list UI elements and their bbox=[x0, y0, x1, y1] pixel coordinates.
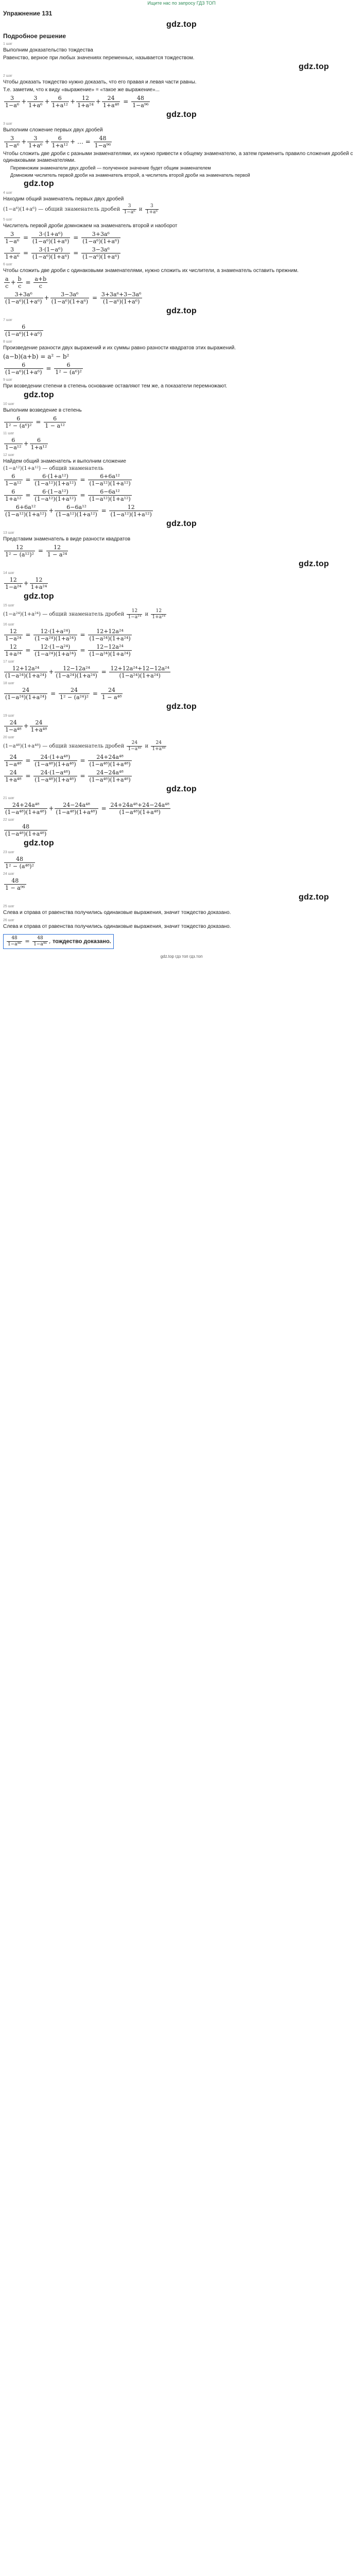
identity-formula: $\frac{3}{\text{1−a⁶}}$ + $\frac{3}{\text{1+a⁶}}$ + $\frac{6}{\text{1+a¹²}}$ + $\frac{12}{\text{1+a²⁴}}$ + $\frac{24}{\text{1+a⁴⁸}}$ = $\frac{48}{\text{1−a⁹⁶}}$ bbox=[5, 95, 149, 109]
step-14 bbox=[3, 571, 360, 601]
formula: $\frac{12}{\text{1+a²⁴}}$ = $\frac{\text{12·(1−a²⁴)}}{\text{(1−a²⁴)(1+a²⁴)}}$ = $\frac{\text{12−12a²⁴}}{\text{(1−a²⁴)(1+a²⁴)}}$ bbox=[5, 643, 131, 657]
step-label: 22 шаг bbox=[3, 818, 14, 822]
exercise-title: Упражнение 131 bbox=[3, 10, 53, 17]
step-text: Представим знаменатель в виде разности квадратов bbox=[3, 536, 131, 542]
answer-tail: тождество доказано. bbox=[52, 938, 111, 945]
step-9 bbox=[3, 378, 360, 400]
step-label: 4 шаг bbox=[3, 191, 12, 195]
step-label: 24 шаг bbox=[3, 872, 14, 876]
formula: $\frac{12}{\text{1² − (a¹²)²}}$ = $\frac{12}{\text{1 − a²⁴}}$ bbox=[5, 544, 67, 558]
watermark: gdz.top bbox=[299, 62, 329, 71]
formula: $\frac{24}{\text{(1−a²⁴)(1+a²⁴)}}$ = $\frac{24}{\text{1² − (a²⁴)²}}$ = $\frac{24}{\text{1 − a⁴⁸}}$ bbox=[5, 687, 122, 701]
formula: (1−a⁶)(1+a⁶) — общий знаменатель дробей $\frac{3}{\text{1−a⁶}}$ и $\frac{3}{\text{1+a⁶}}$ bbox=[3, 204, 158, 215]
watermark: gdz.top bbox=[166, 702, 197, 711]
formula: $\frac{3}{\text{1−a⁶}}$ = $\frac{\text{3·(1+a⁶)}}{\text{(1−a⁶)(1+a⁶)}}$ = $\frac{\text{3+3a⁶}}{\text{(1−a⁶)(1+a⁶)}}$ bbox=[5, 231, 119, 245]
step-label: 12 шаг bbox=[3, 453, 14, 457]
watermark: gdz.top bbox=[24, 179, 54, 188]
watermark: gdz.top bbox=[24, 592, 54, 601]
formula: $\frac{6}{\text{(1−a⁶)(1+a⁶)}}$ bbox=[5, 324, 42, 337]
formula: $\frac{24}{\text{1−a⁴⁸}}$ + $\frac{24}{\text{1+a⁴⁸}}$ bbox=[5, 719, 47, 733]
step-21 bbox=[3, 796, 360, 816]
step-19 bbox=[3, 714, 360, 733]
solution-content bbox=[0, 10, 363, 959]
step-16 bbox=[3, 623, 360, 657]
step-label: 5 шаг bbox=[3, 218, 12, 222]
formula: (a−b)(a+b) = a² − b² bbox=[3, 353, 70, 360]
formula: $\frac{48}{\text{1 − a⁹⁶}}$ bbox=[5, 877, 25, 891]
watermark: gdz.top bbox=[24, 391, 54, 399]
definition: Равенство, верное при любых значениях переменных, называется тождеством. bbox=[3, 55, 195, 61]
step-7 bbox=[3, 318, 360, 337]
formula: $\frac{3}{\text{1+a⁶}}$ = $\frac{\text{3·(1−a⁶)}}{\text{(1−a⁶)(1+a⁶)}}$ = $\frac{\text{3−3a⁶}}{\text{(1−a⁶)(1+a⁶)}}$ bbox=[5, 246, 119, 260]
step-label: 26 шаг bbox=[3, 919, 14, 922]
step-label: 11 шаг bbox=[3, 432, 14, 435]
watermark: gdz.top bbox=[166, 307, 197, 315]
formula: $\frac{3}{\text{1−a⁶}}$ + $\frac{3}{\text{1+a⁶}}$ + $\frac{6}{\text{1+a¹²}}$ + … = $\frac{48}{\text{1−a⁹⁶}}$ bbox=[5, 135, 111, 149]
step-8 bbox=[3, 340, 360, 376]
step-label: 10 шаг bbox=[3, 402, 14, 406]
step-text: Выполним доказательство тождества bbox=[3, 47, 93, 53]
step-18 bbox=[3, 682, 360, 711]
bullet: Домножим числитель первой дроби на знаменатель второй, а числитель второй дроби на знаменатель первой bbox=[10, 173, 250, 178]
step-rule: Чтобы сложить две дроби с одинаковыми знаменателями, нужно сложить их числители, а знаменатель оставить прежним. bbox=[3, 268, 299, 274]
watermark: gdz.top bbox=[166, 519, 197, 528]
step-label: 14 шаг bbox=[3, 571, 14, 575]
formula: $\frac{48}{\text{1² − (a⁴⁸)²}}$ bbox=[5, 856, 34, 870]
step-rule: Произведение разности двух выражений и их суммы равно разности квадратов этих выражений. bbox=[3, 345, 236, 351]
formula: $\frac{\text{12+12a²⁴}}{\text{(1−a²⁴)(1+a²⁴)}}$ + $\frac{\text{12−12a²⁴}}{\text{(1−a²⁴)(1+a²⁴)}}$ = $\frac{\text{12+12a²⁴+12−12a²⁴}}{\text{(1−a²⁴)(1+a²⁴)}}$ bbox=[5, 665, 169, 679]
formula: $\frac{6}{\text{1−a¹²}}$ + $\frac{6}{\text{1+a¹²}}$ bbox=[5, 437, 47, 451]
step-label: 16 шаг bbox=[3, 623, 14, 626]
step-2 bbox=[3, 74, 360, 120]
formula: $\frac{6}{\text{1² − (a⁶)²}}$ = $\frac{6}{\text{1 − a¹²}}$ bbox=[5, 415, 65, 429]
step-label: 20 шаг bbox=[3, 736, 14, 739]
step-label: 13 шаг bbox=[3, 531, 14, 535]
formula: $\frac{a}{c}$ + $\frac{b}{c}$ = $\frac{a+b}{c}$ bbox=[5, 276, 47, 290]
step-rule: При возведении степени в степень основание оставляют тем же, а показатели перемножают. bbox=[3, 383, 228, 389]
step-11 bbox=[3, 432, 360, 451]
formula: $\frac{12}{\text{1−a²⁴}}$ = $\frac{\text{12·(1+a²⁴)}}{\text{(1−a²⁴)(1+a²⁴)}}$ = $\frac{\text{12+12a²⁴}}{\text{(1−a²⁴)(1+a²⁴)}}$ bbox=[5, 628, 131, 642]
step-24 bbox=[3, 872, 360, 902]
step-text: Чтобы доказать тождество нужно доказать, что его правая и левая части равны. bbox=[3, 79, 197, 85]
step-17 bbox=[3, 660, 360, 679]
step-label: 9 шаг bbox=[3, 378, 12, 382]
conclusion-block bbox=[3, 919, 360, 949]
footer-links[interactable]: gdz.top гдз топ гдз.топ bbox=[160, 954, 203, 959]
step-text: Слева и справа от равенства получились одинаковые выражения, значит тождество доказано. bbox=[3, 910, 231, 916]
step-text: Найдем общий знаменатель и выполним сложение bbox=[3, 459, 126, 464]
step-25 bbox=[3, 905, 360, 916]
formula: $\frac{\text{3+3a⁶}}{\text{(1−a⁶)(1+a⁶)}}$ + $\frac{\text{3−3a⁶}}{\text{(1−a⁶)(1+a⁶)}}$ = $\frac{\text{3+3a⁶+3−3a⁶}}{\text{(1−a⁶)(1+a⁶)}}$ bbox=[5, 291, 142, 305]
bullet: Перемножим знаменатели двух дробей — полученное значение будет общим знаменателем bbox=[10, 165, 211, 171]
formula: $\frac{24}{\text{1+a⁴⁸}}$ = $\frac{\text{24·(1−a⁴⁸)}}{\text{(1−a⁴⁸)(1+a⁴⁸)}}$ = $\frac{\text{24−24a⁴⁸}}{\text{(1−a⁴⁸)(1+a⁴⁸)}}$ bbox=[5, 769, 131, 783]
step-label: 23 шаг bbox=[3, 851, 14, 854]
step-label: 2 шаг bbox=[3, 74, 12, 78]
watermark: gdz.top bbox=[166, 110, 197, 119]
step-23 bbox=[3, 851, 360, 870]
step-5 bbox=[3, 218, 360, 260]
step-label: 8 шаг bbox=[3, 340, 12, 344]
formula: (1−a¹²)(1+a¹²) — общий знаменатель bbox=[3, 466, 103, 471]
step-4 bbox=[3, 191, 360, 215]
formula: $\frac{\text{24+24a⁴⁸}}{\text{(1−a⁴⁸)(1+a⁴⁸)}}$ + $\frac{\text{24−24a⁴⁸}}{\text{(1−a⁴⁸)(1+a⁴⁸)}}$ = $\frac{\text{24+24a⁴⁸+24−24a⁴⁸}}{\text{(1−a⁴⁸)(1+a⁴⁸)}}$ bbox=[5, 802, 169, 816]
step-label: 18 шаг bbox=[3, 682, 14, 685]
step-label: 17 шаг bbox=[3, 660, 14, 664]
formula: $\frac{24}{\text{1−a⁴⁸}}$ = $\frac{\text{24·(1+a⁴⁸)}}{\text{(1−a⁴⁸)(1+a⁴⁸)}}$ = $\frac{\text{24+24a⁴⁸}}{\text{(1−a⁴⁸)(1+a⁴⁸)}}$ bbox=[5, 754, 131, 768]
step-label: 21 шаг bbox=[3, 796, 14, 800]
step-text: Числитель первой дроби домножаем на знаменатель второй и наоборот bbox=[3, 223, 178, 229]
step-label: 6 шаг bbox=[3, 263, 12, 266]
step-3 bbox=[3, 122, 360, 189]
formula: (1−a²⁴)(1+a²⁴) — общий знаменатель дробей $\frac{12}{\text{1−a²⁴}}$ и $\frac{12}{\text{1+a²⁴}}$ bbox=[3, 608, 166, 620]
formula: $\frac{12}{\text{1−a²⁴}}$ + $\frac{12}{\text{1+a²⁴}}$ bbox=[5, 577, 47, 590]
step-1 bbox=[3, 42, 360, 72]
step-label: 15 шаг bbox=[3, 604, 14, 607]
formula: $\frac{6}{\text{1+a¹²}}$ = $\frac{\text{6·(1−a¹²)}}{\text{(1−a¹²)(1+a¹²)}}$ = $\frac{\text{6−6a¹²}}{\text{(1−a¹²)(1+a¹²)}}$ bbox=[5, 488, 131, 502]
formula: $\frac{\text{6+6a¹²}}{\text{(1−a¹²)(1+a¹²)}}$ + $\frac{\text{6−6a¹²}}{\text{(1−a¹²)(1+a¹²)}}$ = $\frac{12}{\text{(1−a¹²)(1+a¹²)}}$ bbox=[5, 504, 152, 518]
step-label: 19 шаг bbox=[3, 714, 14, 718]
step-text: Выполним возведение в степень bbox=[3, 408, 82, 413]
formula: $\frac{6}{\text{1−a¹²}}$ = $\frac{\text{6·(1+a¹²)}}{\text{(1−a¹²)(1+a¹²)}}$ = $\frac{\text{6+6a¹²}}{\text{(1−a¹²)(1+a¹²)}}$ bbox=[5, 473, 131, 487]
solution-subtitle: Подробное решение bbox=[3, 32, 66, 40]
watermark: gdz.top bbox=[24, 839, 54, 848]
step-12 bbox=[3, 453, 360, 529]
step-label: 3 шаг bbox=[3, 122, 12, 126]
step-note: Т.е. заметим, что к виду «выражение» = «такое же выражение»... bbox=[3, 87, 160, 93]
step-heading: Выполним сложение первых двух дробей bbox=[3, 127, 103, 133]
watermark: gdz.top bbox=[166, 20, 197, 29]
formula: $\frac{48}{\text{(1−a⁴⁸)(1+a⁴⁸)}}$ bbox=[5, 823, 47, 837]
step-label: 1 шаг bbox=[3, 42, 12, 46]
step-label: 25 шаг bbox=[3, 905, 14, 908]
step-text: Чтобы сложить две дроби с разными знаменателями, их нужно привести к общему знаменателю, а затем применить правило сложения дробей с одинаковыми знаменателями. bbox=[3, 151, 353, 163]
step-6 bbox=[3, 263, 360, 316]
final-answer: $\frac{48}{\text{1−a⁹⁶}}$ = $\frac{48}{\text{1−a⁹⁶}}$ , тождество доказано. bbox=[3, 934, 114, 949]
step-15 bbox=[3, 604, 360, 620]
step-text: Находим общий знаменатель первых двух дробей bbox=[3, 196, 124, 202]
top-banner[interactable]: Ищите нас по запросу ГДЗ ТОП bbox=[147, 1, 216, 6]
step-10 bbox=[3, 402, 360, 429]
step-13 bbox=[3, 531, 360, 569]
step-22 bbox=[3, 818, 360, 848]
step-20 bbox=[3, 736, 360, 794]
watermark: gdz.top bbox=[299, 893, 329, 902]
watermark: gdz.top bbox=[166, 785, 197, 793]
step-label: 7 шаг bbox=[3, 318, 12, 322]
watermark: gdz.top bbox=[299, 560, 329, 568]
conclusion-text: Слева и справа от равенства получились одинаковые выражения, значит тождество доказано. bbox=[3, 924, 231, 929]
formula: $\frac{6}{\text{(1−a⁶)(1+a⁶)}}$ = $\frac{6}{\text{1² − (a⁶)²}}$ bbox=[5, 362, 82, 376]
formula: (1−a⁴⁸)(1+a⁴⁸) — общий знаменатель дробей $\frac{24}{\text{1−a⁴⁸}}$ и $\frac{24}{\text{1+a⁴⁸}}$ bbox=[3, 740, 166, 752]
